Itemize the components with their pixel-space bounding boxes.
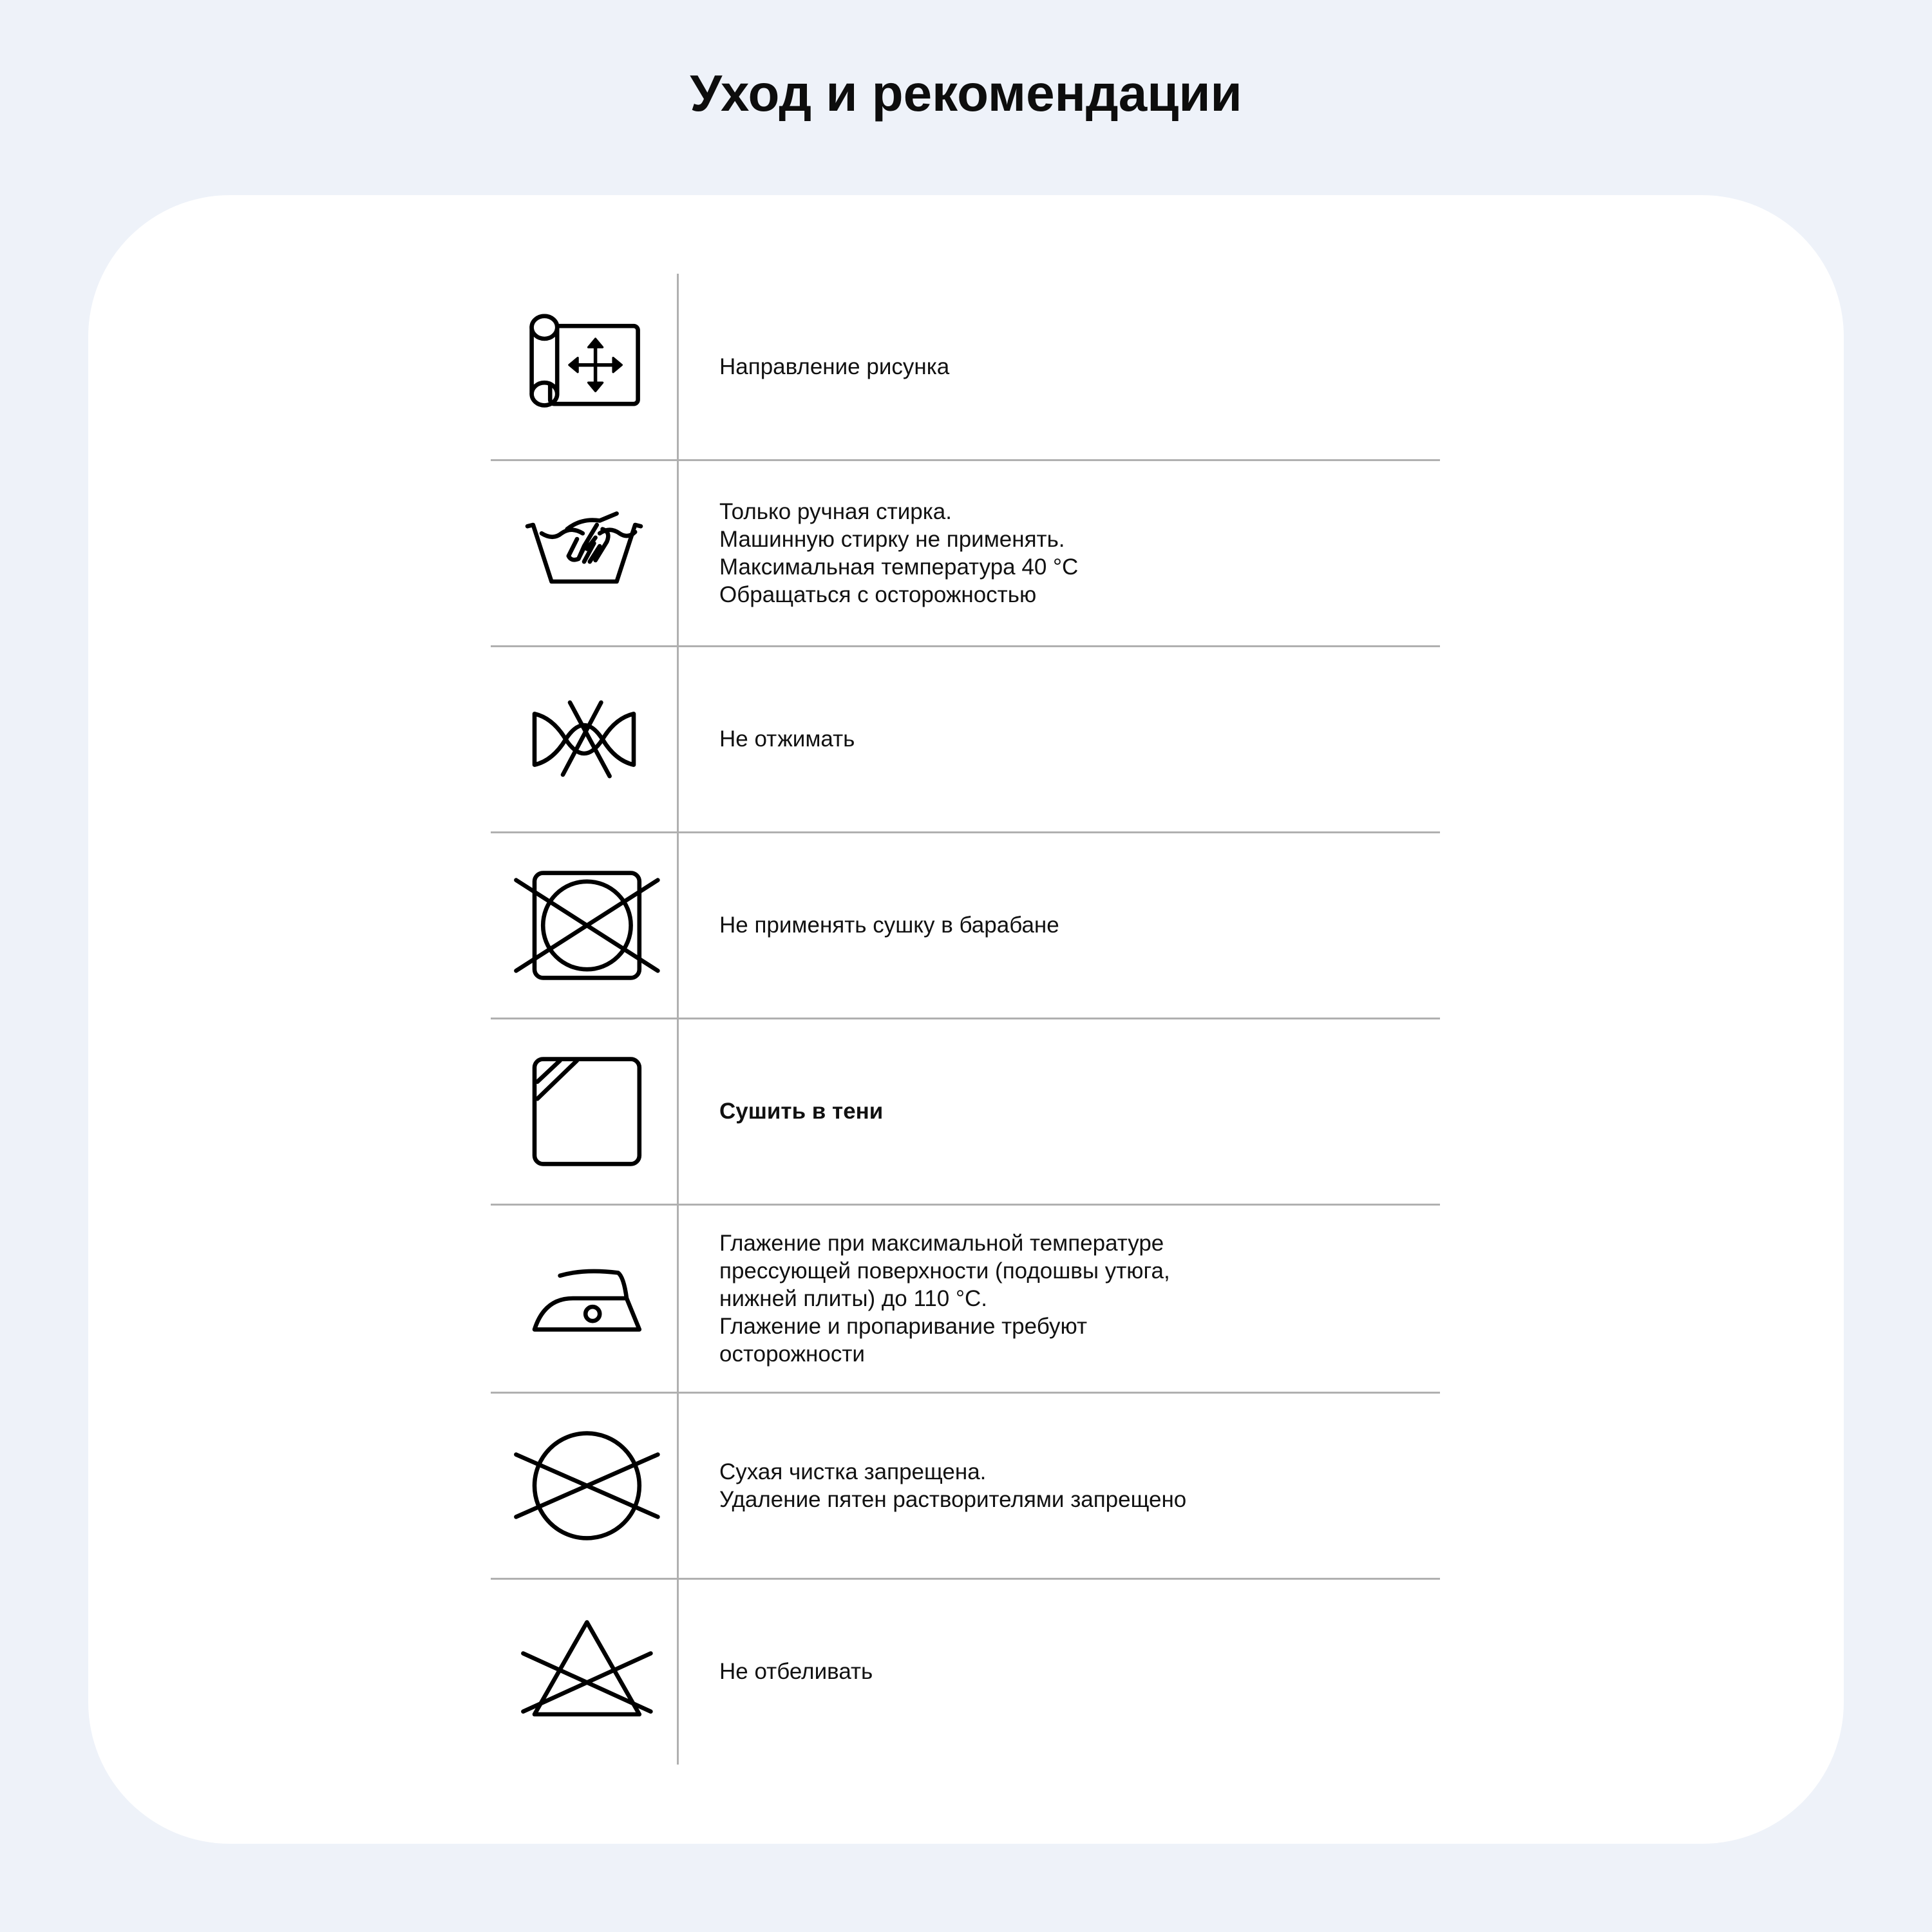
care-text-line: прессующей поверхности (подошвы утюга, [719,1258,1170,1283]
hand-wash-icon [513,482,655,624]
care-text [719,274,1428,460]
care-text [719,1578,1428,1765]
care-text-line: Глажение при максимальной температуре [719,1230,1164,1256]
care-row-ironing [491,1204,1440,1392]
care-row-hand-wash [491,460,1440,646]
care-text-line: Сушить в тени [719,1099,884,1124]
care-text-line: Максимальная температура 40 °C [719,554,1079,580]
care-row-no-tumble-dry [491,832,1440,1018]
care-text-line: Обращаться с осторожностью [719,582,1037,607]
fabric-roll-pattern-direction-icon [513,296,655,438]
do-not-bleach-icon [513,1601,655,1743]
care-text [719,460,1428,646]
care-text [719,646,1428,832]
care-row-dry-in-shade [491,1018,1440,1204]
care-text-line: нижней плиты) до 110 °C. [719,1285,987,1311]
care-row-no-bleach [491,1578,1440,1765]
care-instructions-table [491,274,1440,1765]
care-text [719,1204,1428,1392]
care-row-no-dry-clean [491,1392,1440,1578]
care-text-line: Удаление пятен растворителями запрещено [719,1486,1187,1512]
care-text [719,1018,1428,1204]
care-row-no-wring [491,646,1440,832]
care-text-line: Машинную стирку не применять. [719,526,1065,552]
do-not-wring-icon [513,668,655,810]
care-text-line: Глажение и пропаривание требуют [719,1313,1088,1339]
do-not-tumble-dry-icon [513,855,655,996]
care-row-pattern-direction [491,274,1440,460]
do-not-dry-clean-icon [513,1415,655,1557]
care-text-line: Не применять сушку в барабане [719,913,1059,938]
care-text-line: Сухая чистка запрещена. [719,1459,987,1484]
care-text [719,832,1428,1018]
iron-low-temperature-icon [513,1227,655,1369]
care-text [719,1392,1428,1578]
care-text-line: Только ручная стирка. [719,498,952,524]
page-title: Уход и рекомендации [690,64,1242,122]
care-text-line: осторожности [719,1341,865,1367]
dry-in-shade-icon [513,1041,655,1182]
care-text-line: Не отжимать [719,726,855,752]
care-text-line: Не отбеливать [719,1659,873,1684]
care-text-line: Направление рисунка [719,354,950,379]
